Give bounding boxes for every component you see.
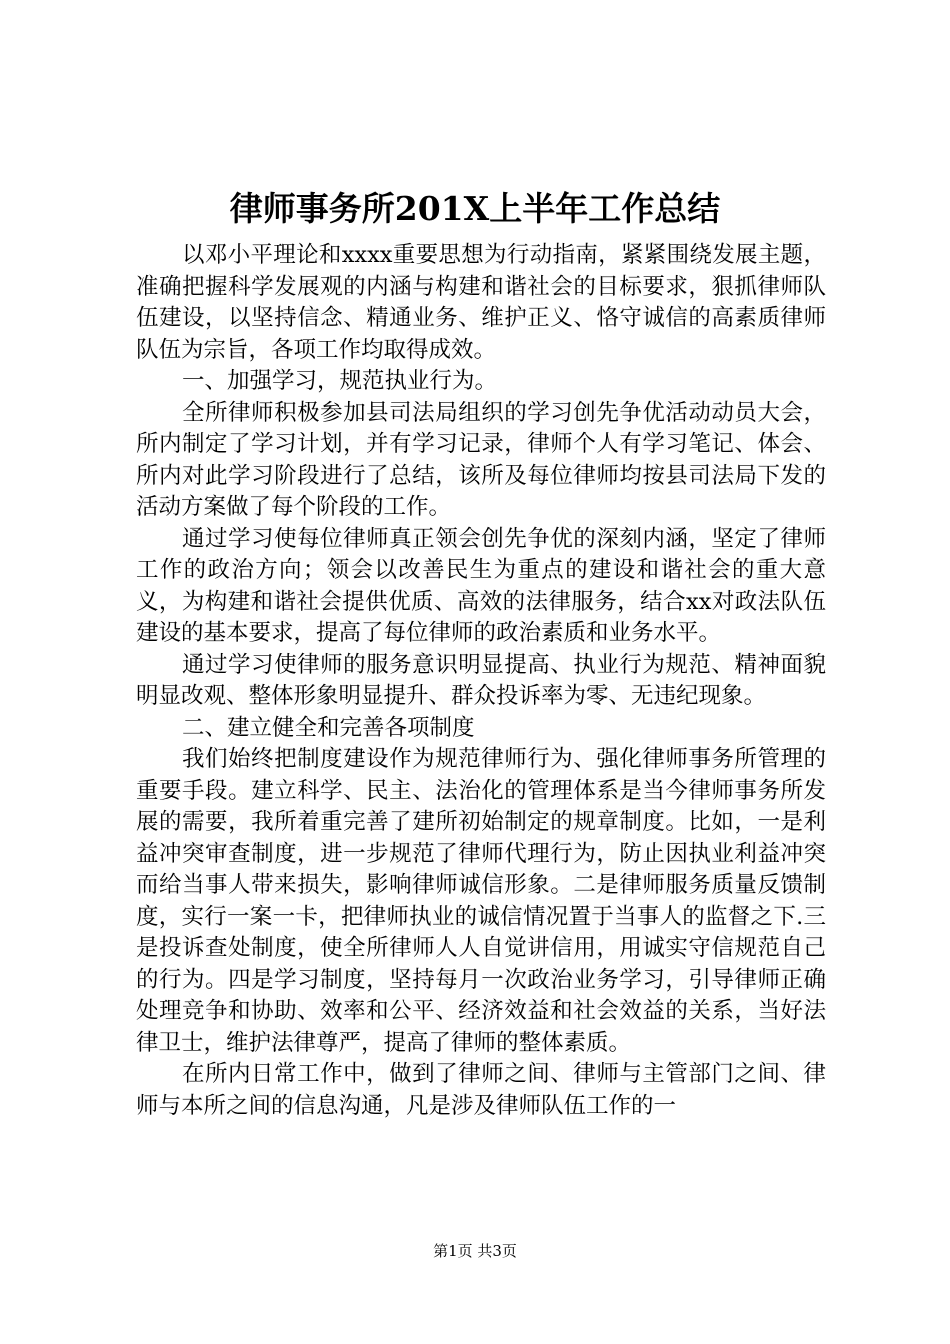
document-title: 律师事务所201X上半年工作总结 [229,189,721,228]
paragraph-study-meaning: 通过学习使每位律师真正领会创先争优的深刻内涵，坚定了律师工作的政治方向；领会以改善民生为重点的建设和谐社会的重大意义，为构建和谐社会提供优质、高效的法律服务，结合xx对政法队伍建设的基本要求，提高了每位律师的政治素质和业务水平。 [136,525,826,646]
section-heading-1: 一、加强学习，规范执业行为。 [182,368,498,394]
paragraph-study-results: 通过学习使律师的服务意识明显提高、执业行为规范、精神面貌明显改观、整体形象明显提升、群众投诉率为零、无违纪现象。 [136,651,826,709]
page-number-footer: 第1页 共3页 [433,1242,517,1260]
document-body [136,240,826,1122]
section-heading-2: 二、建立健全和完善各项制度 [182,714,475,741]
paragraph-daily-work: 在所内日常工作中，做到了律师之间、律师与主管部门之间、律师与本所之间的信息沟通，凡是涉及律师队伍工作的一 [136,1061,826,1119]
paragraph-systems: 我们始终把制度建设作为规范律师行为、强化律师事务所管理的重要手段。建立科学、民主、法治化的管理体系是当今律师事务所发展的需要，我所着重完善了建所初始制定的规章制度。比如，一是利益冲突审查制度，进一步规范了律师代理行为，防止因执业利益冲突而给当事人带来损失，影响律师诚信形象。二是律师服务质量反馈制度，实行一案一卡，把律师执业的诚信情况置于当事人的监督之下.三是投诉查处制度，使全所律师人人自觉讲信用，用诚实守信规范自己的行为。四是学习制度，坚持每月一次政治业务学习，引导律师正确处理竞争和协助、效率和公平、经济效益和社会效益的关系，当好法律卫士，维护法律尊严，提高了律师的整体素质。 [136,746,826,1056]
paragraph-study-meeting: 全所律师积极参加县司法局组织的学习创先争优活动动员大会，所内制定了学习计划，并有学习记录，律师个人有学习笔记、体会、所内对此学习阶段进行了总结，该所及每位律师均按县司法局下发的活动方案做了每个阶段的工作。 [136,399,826,520]
paragraph-intro: 以邓小平理论和xxxx重要思想为行动指南，紧紧围绕发展主题，准确把握科学发展观的内涵与构建和谐社会的目标要求，狠抓律师队伍建设，以坚持信念、精通业务、维护正义、恪守诚信的高素质律师队伍为宗旨，各项工作均取得成效。 [136,242,826,363]
